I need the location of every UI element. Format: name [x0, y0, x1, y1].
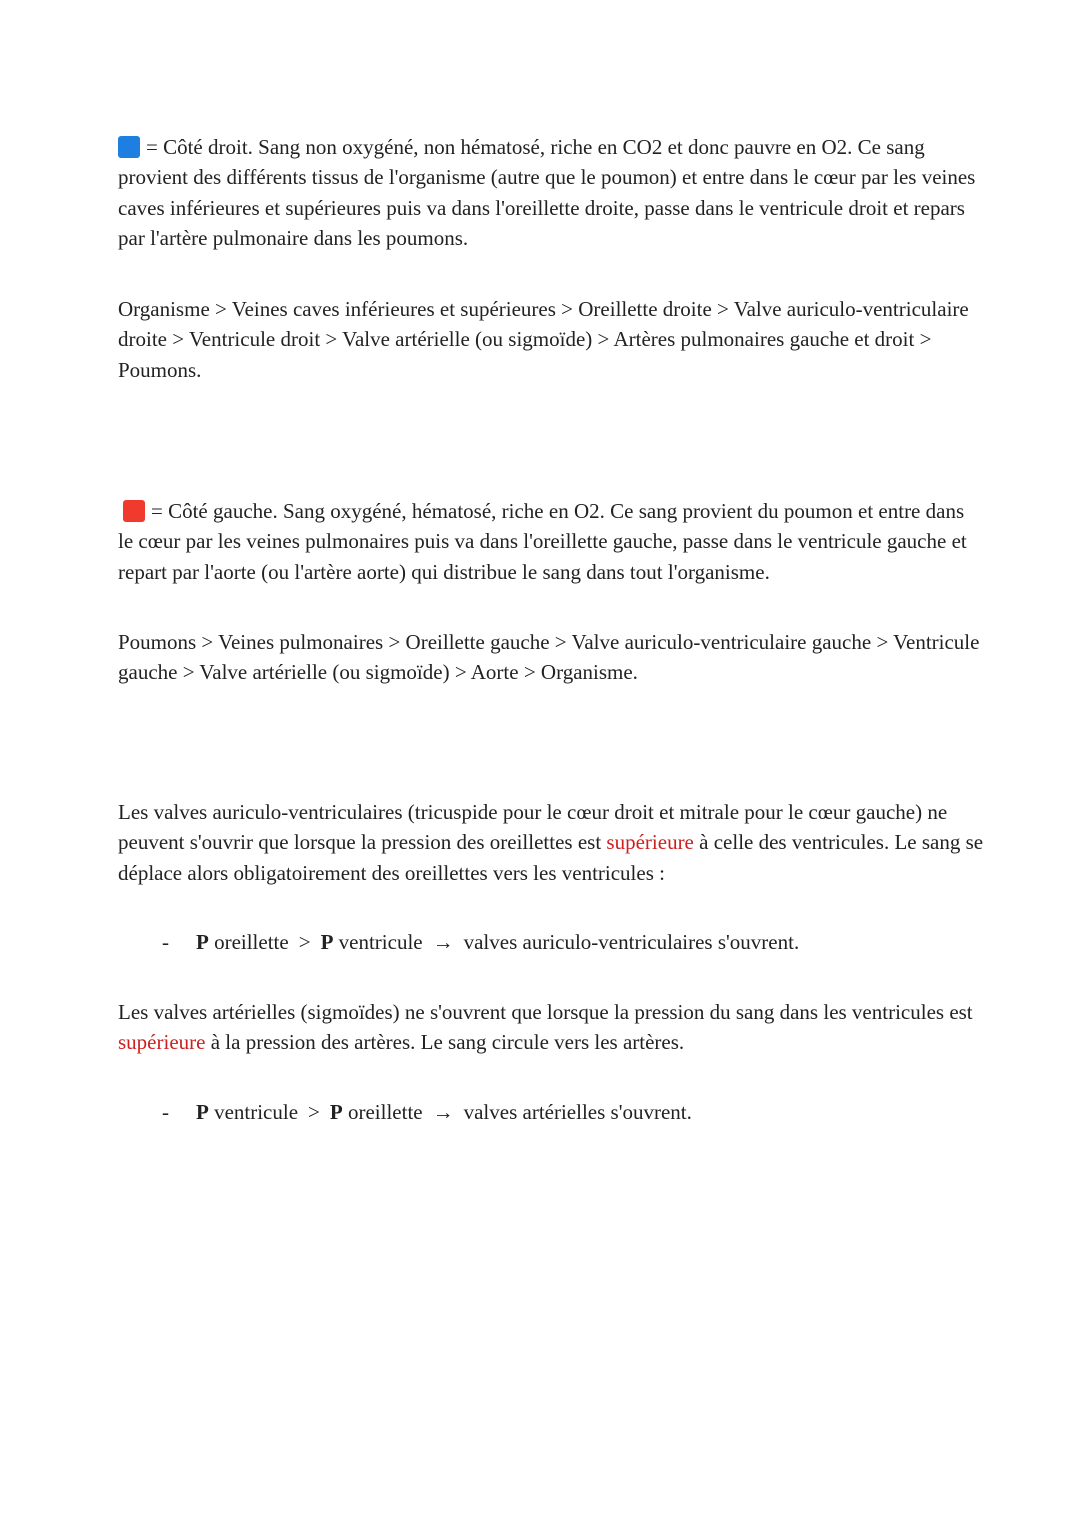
- art-highlight: supérieure: [118, 1030, 206, 1055]
- av-text-before: Les valves auriculo-ventriculaires (tricuspide pour le cœur droit et mitrale pour le cœur gauche) ne peuvent s'ouvrir que lorsque la pression des oreillettes est: [118, 800, 948, 855]
- left-side-paragraph: [118, 496, 984, 587]
- greater-than: >: [298, 930, 311, 954]
- art-valves-paragraph: [118, 997, 984, 1058]
- right-side-path: Organisme > Veines caves inférieures et supérieures > Oreillette droite > Valve auriculo-ventriculaire droite > Ventricule droit > Valve artérielle (ou sigmoïde) > Artères pulmonaires gauche et droit > Poumons.: [118, 297, 969, 382]
- art-text-before: Les valves artérielles (sigmoïdes) ne s'ouvrent que lorsque la pression du sang dans les ventricules est: [118, 1000, 973, 1024]
- pressure-symbol: P: [320, 930, 334, 954]
- pressure-symbol: P: [196, 930, 209, 954]
- blue-square-icon: [118, 136, 140, 158]
- red-square-icon: [123, 500, 145, 522]
- bullet-dash: -: [162, 930, 169, 954]
- arrow-icon: →: [432, 1100, 454, 1124]
- left-side-path: Poumons > Veines pulmonaires > Oreillette gauche > Valve auriculo-ventriculaire gauche > Ventricule gauche > Valve artérielle (ou sigmoïde) > Aorte > Organisme.: [118, 630, 980, 685]
- art-bullet: [162, 1097, 692, 1127]
- av-bullet: [162, 927, 799, 957]
- pressure-symbol: P: [196, 1100, 209, 1124]
- bullet-result: valves artérielles s'ouvrent.: [463, 1100, 692, 1124]
- pressure-symbol: P: [329, 1100, 343, 1124]
- greater-than: >: [308, 1100, 320, 1124]
- bullet-term: oreillette: [347, 1100, 423, 1124]
- arrow-icon: →: [432, 930, 454, 954]
- av-valves-paragraph: [118, 797, 984, 888]
- bullet-result: valves auriculo-ventriculaires s'ouvrent.: [463, 930, 800, 954]
- av-text-after: à celle des ventricules. Le sang se déplace alors obligatoirement des oreillettes vers les ventricules :: [118, 830, 984, 885]
- bullet-term: ventricule: [338, 930, 423, 954]
- right-side-paragraph: [118, 132, 984, 253]
- left-side-text: = Côté gauche. Sang oxygéné, hématosé, riche en O2. Ce sang provient du poumon et entre dans le cœur par les veines pulmonaires puis va dans l'oreillette gauche, passe dans le ventricule gauche et repart par l'aorte (ou l'artère aorte) qui distribue le sang dans tout l'organisme.: [118, 499, 967, 584]
- right-side-text: = Côté droit. Sang non oxygéné, non hématosé, riche en CO2 et donc pauvre en O2. Ce sang provient des différents tissus de l'organisme (autre que le poumon) et entre dans le cœur par les veines caves inférieures et supérieures puis va dans l'oreillette droite, passe dans le ventricule droit et repars par l'artère pulmonaire dans les poumons.: [118, 135, 976, 250]
- bullet-dash: -: [162, 1100, 169, 1124]
- bullet-term: oreillette: [214, 930, 289, 954]
- av-highlight: supérieure: [606, 830, 694, 855]
- art-text-after: à la pression des artères. Le sang circule vers les artères.: [205, 1030, 685, 1055]
- bullet-term: ventricule: [214, 1100, 299, 1124]
